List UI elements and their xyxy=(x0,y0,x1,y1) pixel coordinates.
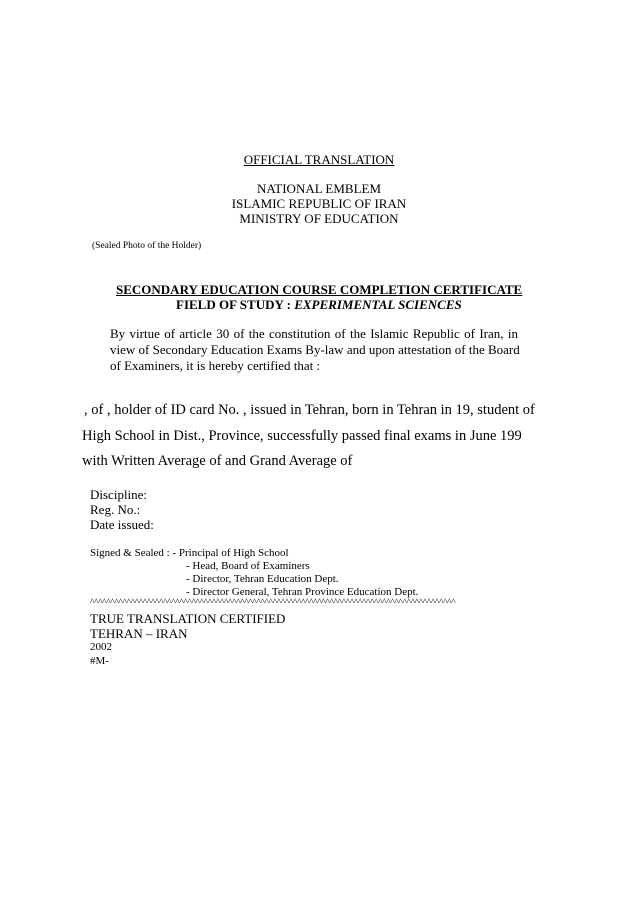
reg-no-field: Reg. No.: xyxy=(90,502,141,517)
field-of-study-label: FIELD OF STUDY : xyxy=(176,297,295,312)
field-of-study-value: EXPERIMENTAL SCIENCES xyxy=(294,297,462,312)
signature-director: - Director, Tehran Education Dept. xyxy=(186,573,339,585)
certificate-title: SECONDARY EDUCATION COURSE COMPLETION CERTIFICATE xyxy=(116,282,523,297)
signature-lead: Signed & Sealed : - Principal of High School xyxy=(90,547,289,559)
intro-line-2: view of Secondary Education Exams By-law and upon attestation of the Board xyxy=(110,342,520,357)
discipline-field: Discipline: xyxy=(90,487,148,502)
republic-label: ISLAMIC REPUBLIC OF IRAN xyxy=(231,196,407,211)
intro-line-3: of Examiners, it is hereby certified that : xyxy=(110,358,321,373)
intro-line-1: By virtue of article 30 of the constitution of the Islamic Republic of Iran, in xyxy=(110,326,518,341)
body-line-3: with Written Average of and Grand Average of xyxy=(82,453,353,469)
ministry-label: MINISTRY OF EDUCATION xyxy=(239,211,399,226)
field-of-study xyxy=(176,296,462,313)
photo-note: (Sealed Photo of the Holder) xyxy=(92,241,202,251)
signature-board-head: - Head, Board of Examiners xyxy=(186,560,310,572)
caret-separator: ^^^^^^^^^^^^^^^^^^^^^^^^^^^^^^^^^^^^^^^^^^^^^^^^^^^^^^^^^^^^^^^^^^^^^^^^^^^^^^^^^^^^^^^^^^ xyxy=(90,598,456,608)
official-translation-heading: OFFICIAL TRANSLATION xyxy=(243,152,395,167)
date-issued-field: Date issued: xyxy=(90,517,154,532)
body-line-2: High School in Dist., Province, successfully passed final exams in June 199 xyxy=(82,428,522,444)
national-emblem-label: NATIONAL EMBLEM xyxy=(256,181,382,196)
signature-director-general: - Director General, Tehran Province Education Dept. xyxy=(186,586,419,598)
reference-label: #M- xyxy=(90,655,109,667)
body-line-1: , of , holder of ID card No. , issued in Tehran, born in Tehran in 19, student of xyxy=(84,402,535,418)
location-label: TEHRAN – IRAN xyxy=(90,626,188,641)
certified-label: TRUE TRANSLATION CERTIFIED xyxy=(90,611,286,626)
year-label: 2002 xyxy=(90,641,112,653)
